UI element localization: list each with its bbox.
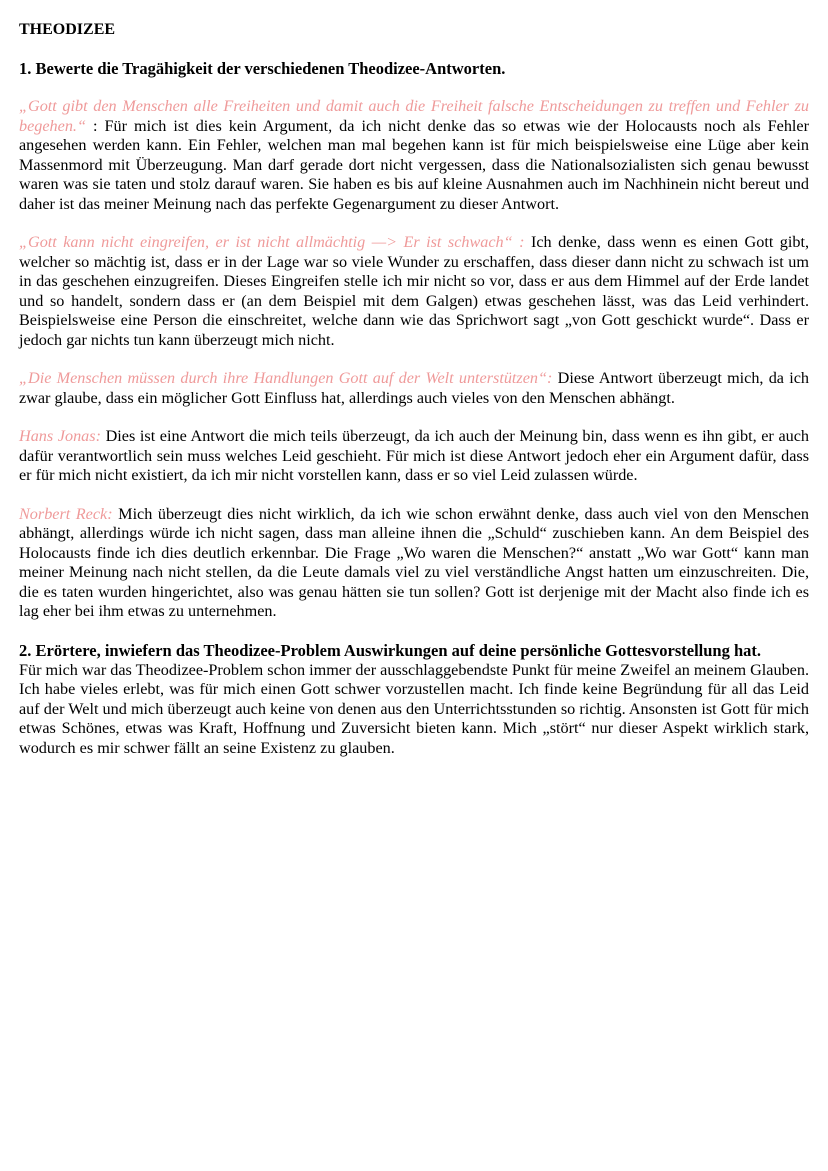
answer-2-text: Ich denke, dass wenn es einen Gott gibt, welcher so mächtig ist, dass er in der Lage war so viele Wunder zu erschaffen, dass dieser dann nicht zu schwach ist um in das geschehen einzugreifen. Dieses Eingreifen stelle ich mir nicht so vor, dass er aus dem Himmel auf der Erde landet und so handelt, sondern dass er (an dem Beispiel mit dem Galgen) etwas geschehen lässt, was das Leid verhindert. Beispielsweise eine Person die einschreitet, welche dann wie das Sprichwort sagt „von Gott geschickt wurde“. Dass er jedoch gar nichts tun kann überzeugt mich nicht.	[19, 233, 810, 349]
answer-5-lead: Norbert Reck:	[19, 504, 113, 523]
answer-paragraph-2	[19, 233, 809, 350]
question-1-heading: 1. Bewerte die Tragähigkeit der verschiedenen Theodizee-Antworten.	[19, 59, 506, 78]
answer-4-lead: Hans Jonas:	[19, 427, 101, 445]
answer-2-paragraph: Für mich war das Theodizee-Problem schon immer der ausschlaggebendste Punkt für meine Zweifel an meinem Glauben. Ich habe vieles erlebt, was für mich einen Gott schwer vorzustellen macht. Ich finde keine Begründung für all das Leid auf der Welt und mich überzeugt auch keine von denen aus den Unterrichtsstunden so richtig. Ansonsten ist Gott für mich etwas Schönes, etwas was Kraft, Hoffnung und Zuversicht bieten kann. Mich „stört“ nur dieser Aspekt wirklich stark, wodurch es mir schwer fällt an seine Existenz zu glauben.	[19, 660, 809, 757]
answer-3-text: Diese Antwort überzeugt mich, da ich zwar glaube, dass ein möglicher Gott Einfluss hat, allerdings auch vieles von den Menschen abhängt.	[19, 369, 810, 407]
question-2-heading: 2. Erörtere, inwiefern das Theodizee-Problem Auswirkungen auf deine persönliche Gottesvorstellung hat.	[19, 640, 762, 660]
answer-1-lead: „Gott gibt den Menschen alle Freiheiten und damit auch die Freiheit falsche Entscheidungen zu treffen und Fehler zu begehen.“	[19, 97, 809, 135]
answer-1-text: : Für mich ist dies kein Argument, da ich nicht denke das so etwas wie der Holocausts noch als Fehler angesehen werden kann. Ein Fehler, welchen man mal begehen kann ist für mich beispielsweise eine Lüge aber kein Massenmord mit Überzeugung. Man darf gerade dort nicht vergessen, dass die Nationalsozialisten sich genau bewusst waren was sie taten und stolz darauf waren. Sie haben es bis auf kleine Ausnahmen auch im Nachhinein nicht bereut und daher ist das meiner Meinung nach das perfekte Gegenargument zu dieser Antwort.	[19, 116, 809, 213]
answer-paragraph-5	[19, 505, 809, 622]
answer-paragraph-3	[19, 369, 809, 408]
answer-paragraph-4	[19, 427, 809, 486]
answer-5-text: Mich überzeugt dies nicht wirklich, da ich wie schon erwähnt denke, dass auch viel von den Menschen abhängt, allerdings würde ich nicht sagen, dass man alleine ihnen die „Schuld“ zuschieben kann. An dem Beispiel des Holocausts finde ich dies deutlich erkennbar. Die Frage „Wo waren die Menschen?“ anstatt „Wo war Gott“ kann man meiner Meinung nach nicht stellen, da die Leute damals viel zu viel verständliche Angst hatten um einzuschreiten. Die, die es taten wurden hingerichtet, also was genau hätten sie tun sollen? Gott ist derjenige mit der Macht also finde ich es lag eher bei ihm etwas zu unternehmen.	[19, 504, 809, 620]
answer-4-text: Dies ist eine Antwort die mich teils überzeugt, da ich auch der Meinung bin, dass wenn es ihn gibt, er auch dafür verantwortlich sein muss welches Leid geschieht. Für mich ist diese Antwort jedoch eher ein Argument dafür, dass er für mich nicht existiert, da ich mir nicht vorstellen kann, dass er so viel Leid zulassen würde.	[19, 427, 809, 484]
answer-2-lead: „Gott kann nicht eingreifen, er ist nicht allmächtig —> Er ist schwach“ :	[19, 233, 525, 251]
answer-3-lead: „Die Menschen müssen durch ihre Handlungen Gott auf der Welt unterstützen“:	[19, 369, 553, 387]
document-title: THEODIZEE	[19, 21, 116, 38]
answer-paragraph-1	[19, 97, 809, 214]
